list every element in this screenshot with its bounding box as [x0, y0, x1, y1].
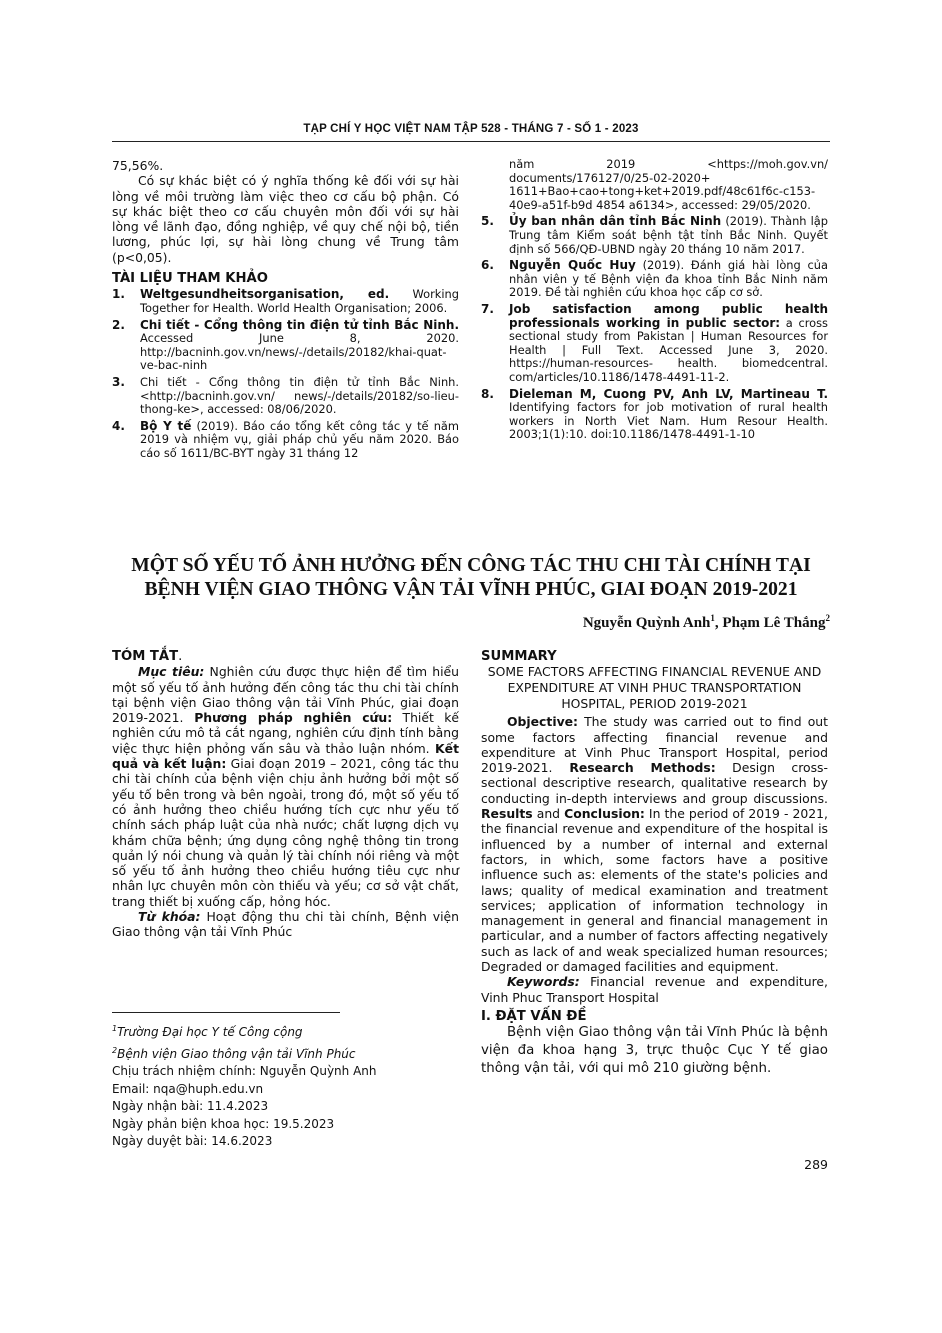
- summary-title: SOME FACTORS AFFECTING FINANCIAL REVENUE AND EXPENDITURE AT VINH PHUC TRANSPORTATION HOSPITAL, PERIOD 2019-2021: [487, 664, 822, 712]
- prev-conclusion-paragraph: Có sự khác biệt có ý nghĩa thống kê đối với sự hài lòng về môi trường làm việc theo cơ cấu bộ phận. Có sự khác biệt theo cơ cấu chuyên môn đối với sự hài lòng về lãnh đạo, đồng nghiệp, về quy chế nội bộ, tiền lương, phúc lợi, sự hài lòng chung về Trung tâm (p<0,05).: [112, 173, 459, 265]
- footnote-accepted: Ngày duyệt bài: 14.6.2023: [112, 1134, 273, 1148]
- references-list-left: [112, 288, 459, 460]
- reference-item: 8. Dieleman M, Cuong PV, Anh LV, Martineau T. Identifying factors for job motivation of rural health workers in North Viet Nam. Hum Resour Health. 2003;1(1):10. doi:10.1186/1478-4491-1-10: [481, 386, 828, 442]
- header-rule: [112, 141, 830, 142]
- footnote-reviewed: Ngày phản biện khoa học: 19.5.2023: [112, 1116, 335, 1131]
- reference-item-continued: năm 2019 <https://moh.gov.vn/ documents/176127/0/25-02-2020+ 1611+Bao+cao+tong+ket+2019.pdf/48c61f6c-c153-40e9-a51f-b9d 4854 a6134>, accessed: 29/05/2020.: [509, 157, 828, 212]
- summary-keywords: Keywords: Financial revenue and expenditure, Vinh Phuc Transport Hospital: [481, 974, 828, 1005]
- reference-item: 6. Nguyễn Quốc Huy (2019). Đánh giá hài lòng của nhân viên y tế Bệnh viện đa khoa tỉnh Bắc Ninh năm 2019. Đề tài nghiên cứu khoa học cấp cơ sở.: [481, 258, 828, 300]
- footnote-affiliation-2: $^2$Bệnh viện Giao thông vận tải Vĩnh Phúc: [112, 1045, 356, 1061]
- running-header: TẠP CHÍ Y HỌC VIỆT NAM TẬP 528 - THÁNG 7 - SỐ 1 - 2023: [303, 123, 639, 135]
- footnote-corresponding: Chịu trách nhiệm chính: Nguyễn Quỳnh Anh: [112, 1064, 377, 1078]
- article-authors: Nguyễn Quỳnh Anh$^1$, Phạm Lê Thắng$^2$: [582, 613, 830, 631]
- summary-en: [481, 649, 828, 1078]
- author-affiliation-mark: 2: [825, 613, 830, 623]
- author-affiliation-mark: 1: [710, 613, 715, 623]
- footnotes: [112, 1020, 459, 1151]
- intro-paragraph: Bệnh viện Giao thông vận tải Vĩnh Phúc là bệnh viện đa khoa hạng 3, trực thuộc Cục Y tế giao thông vận tải, với qui mô 210 giường bệnh.: [481, 1025, 828, 1077]
- references-list-right: [481, 158, 828, 442]
- article-title-line-2: BỆNH VIỆN GIAO THÔNG VẬN TẢI VĨNH PHÚC, GIAI ĐOẠN 2019-2021: [144, 579, 798, 600]
- summary-heading: SUMMARY: [481, 649, 557, 664]
- author-name: Nguyễn Quỳnh Anh: [582, 615, 711, 631]
- prev-percent: 75,56%.: [112, 158, 164, 173]
- footnote-received: Ngày nhận bài: 11.4.2023: [112, 1099, 269, 1113]
- author-name: Phạm Lê Thắng: [722, 615, 826, 631]
- abstract-vi: [112, 649, 459, 940]
- reference-item: 1. Weltgesundheitsorganisation, ed. Working Together for Health. World Health Organisation; 2006.: [112, 287, 459, 315]
- footnote-rule: [112, 1012, 340, 1013]
- prev-article-right-column: [481, 158, 828, 445]
- reference-item: 3. Chi tiết - Cổng thông tin điện tử tỉnh Bắc Ninh. <http://bacninh.gov.vn/ news/-/details/20182/so-lieu-thong-ke>, accessed: 08/06/2020.: [112, 374, 459, 417]
- reference-item: 4. Bộ Y tế (2019). Báo cáo tổng kết công tác y tế năm 2019 và nhiệm vụ, giải pháp chủ yếu năm 2020. Báo cáo số 1611/BC-BYT ngày 31 tháng 12: [112, 418, 459, 460]
- reference-item: 2. Chi tiết - Cổng thông tin điện tử tỉnh Bắc Ninh. Accessed June 8, 2020. http://bacninh.gov.vn/news/-/details/20182/khai-quat-ve-bac-ninh: [112, 317, 459, 373]
- abstract-vi-body: Mục tiêu: Nghiên cứu được thực hiện để tìm hiểu một số yếu tố ảnh hưởng đến công tác thu chi tài chính tại bệnh viện Giao thông vận tải Vĩnh Phúc, giai đoạn 2019-2021. Phương pháp nghiên cứu: Thiết kế nghiên cứu mô tả cắt ngang, nghiên cứu định tính bằng việc thực hiện phỏng vấn sâu và thảo luận nhóm. Kết quả và kết luận: Giai đoạn 2019 – 2021, công tác thu chi tài chính của bệnh viện chịu ảnh hưởng bởi một số yếu tố bên trong và bên ngoài, trong đó, một số yếu tố có ảnh hưởng theo chiều hướng tích cực như yếu tố chính sách pháp luật của nhà nước; chất lượng dịch vụ khám chữa bệnh; ứng dụng công nghệ thông tin trong quản lý nói chung và quản lý tài chính nói riêng và một số yếu tố ảnh hưởng theo chiều hướng tiêu cực như nhân lực chuyên môn còn thiếu và yếu; cơ sở vật chất, trang thiết bị xuống cấp, hỏng hóc.: [112, 664, 459, 909]
- abstract-vi-keywords: Từ khóa: Hoạt động thu chi tài chính, Bệnh viện Giao thông vận tải Vĩnh Phúc: [112, 909, 459, 940]
- intro-heading: I. ĐẶT VẤN ĐỀ: [481, 1008, 587, 1024]
- reference-item: 7. Job satisfaction among public health professionals working in public sector: a cross sectional study from Pakistan | Human Resources for Health | Full Text. Accessed June 3, 2020. https://human-resources- health. biomedcentral. com/articles/10.1186/1478-4491-11-2.: [481, 301, 828, 384]
- article-title: [90, 554, 852, 602]
- page-number: 289: [804, 1157, 828, 1172]
- abstract-vi-heading: TÓM TẮT.: [112, 649, 183, 664]
- footnote-email: Email: nqa@huph.edu.vn: [112, 1081, 264, 1096]
- summary-body: Objective: The study was carried out to find out some factors affecting financial revenue and expenditure at Vinh Phuc Transport Hospital, period 2019-2021. Research Methods: Design cross-sectional descriptive research, qualitative research by conducting in-depth interviews and group discussions. Results and Conclusion: In the period of 2019 - 2021, the financial revenue and expenditure of the hospital is influenced by a number of internal and external factors, in which, some factors have a positive influence such as: elements of the state's policies and laws; quality of medical examination and treatment services; application of information technology in management in general and financial management in particular, and a number of factors affecting negatively such as lack of and weak specialized human resources; Degraded or damaged facilities and equipment.: [481, 714, 828, 975]
- footnote-affiliation-1: $^1$Trường Đại học Y tế Công cộng: [112, 1024, 303, 1039]
- prev-article-left-column: [112, 158, 459, 464]
- article-title-line-1: MỘT SỐ YẾU TỐ ẢNH HƯỞNG ĐẾN CÔNG TÁC THU CHI TÀI CHÍNH TẠI: [131, 555, 811, 576]
- reference-item: 5. Ủy ban nhân dân tỉnh Bắc Ninh (2019). Thành lập Trung tâm Kiểm soát bệnh tật tỉnh Bắc Ninh. Quyết định số 566/QĐ-UBND ngày 20 tháng 10 năm 2017.: [481, 214, 828, 256]
- references-heading: TÀI LIỆU THAM KHẢO: [112, 271, 268, 287]
